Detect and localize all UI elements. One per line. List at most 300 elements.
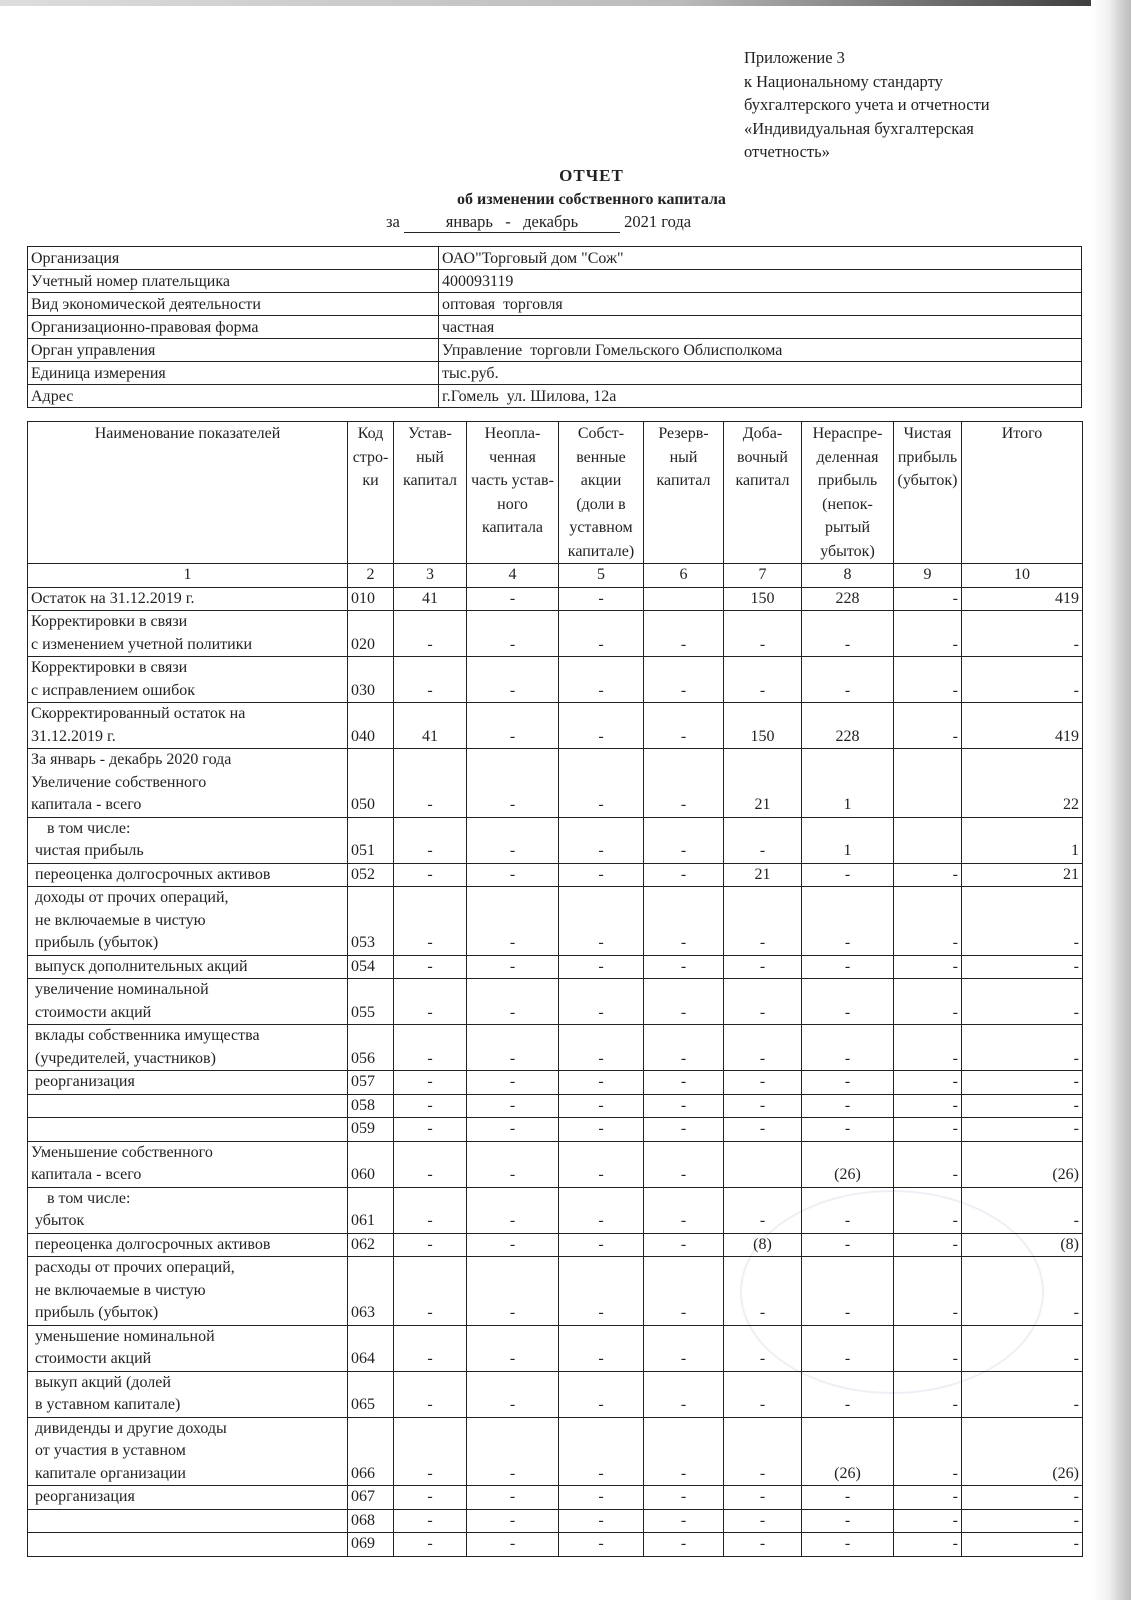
row-name: Корректировки в связи с исправлением ошибок [28, 657, 348, 703]
cell-value: - [467, 887, 559, 956]
cell-value: - [467, 1118, 559, 1142]
row-code: 051 [348, 817, 394, 863]
cell-value: - [802, 1486, 894, 1510]
cell-value: - [894, 1094, 962, 1118]
cell-value: - [559, 749, 644, 818]
info-row [28, 293, 1082, 316]
cell-value: - [559, 1417, 644, 1486]
column-header: Нераспре- деленная прибыль (непок- рытый убыток) [802, 422, 894, 564]
row-name: выпуск дополнительных акций [28, 955, 348, 979]
table-row [28, 1118, 1083, 1142]
table-row [28, 1025, 1083, 1071]
cell-value: - [394, 887, 467, 956]
cell-value: - [394, 955, 467, 979]
cell-value: - [894, 863, 962, 887]
column-header: Итого [962, 422, 1083, 564]
column-number: 5 [559, 564, 644, 588]
cell-value: - [467, 1025, 559, 1071]
cell-value: 228 [802, 703, 894, 749]
column-header: Собст- венные акции (доли в уставном капитале) [559, 422, 644, 564]
cell-value: - [559, 1257, 644, 1326]
column-number: 6 [644, 564, 724, 588]
cell-value: - [644, 1257, 724, 1326]
cell-value: 1 [962, 817, 1083, 863]
organization-info-table [27, 246, 1082, 408]
cell-value: - [802, 1325, 894, 1371]
cell-value: - [467, 703, 559, 749]
info-value: оптовая торговля [439, 293, 1082, 316]
info-value: частная [439, 316, 1082, 339]
info-label: Адрес [28, 385, 439, 408]
period-year: 2021 года [624, 212, 692, 231]
row-code: 062 [348, 1233, 394, 1257]
table-row [28, 1094, 1083, 1118]
cell-value [724, 1141, 802, 1187]
row-name: За январь - декабрь 2020 года Увеличение собственного капитала - всего [28, 749, 348, 818]
table-row [28, 1233, 1083, 1257]
cell-value: - [894, 1371, 962, 1417]
column-number: 9 [894, 564, 962, 588]
cell-value [894, 749, 962, 818]
table-row [28, 1417, 1083, 1486]
row-name: в том числе: убыток [28, 1187, 348, 1233]
cell-value: - [467, 1094, 559, 1118]
cell-value: - [724, 1071, 802, 1095]
cell-value: - [644, 1509, 724, 1533]
cell-value: - [894, 1257, 962, 1326]
column-header: Неопла- ченная часть устав- ного капитала [467, 422, 559, 564]
cell-value: - [894, 1118, 962, 1142]
cell-value: 150 [724, 703, 802, 749]
cell-value: - [394, 1509, 467, 1533]
cell-value: - [559, 611, 644, 657]
row-code: 052 [348, 863, 394, 887]
column-number: 7 [724, 564, 802, 588]
cell-value: - [962, 1325, 1083, 1371]
info-value: тыс.руб. [439, 362, 1082, 385]
cell-value: - [644, 1025, 724, 1071]
row-name: увеличение номинальной стоимости акций [28, 979, 348, 1025]
cell-value: - [962, 1094, 1083, 1118]
cell-value: - [559, 1371, 644, 1417]
cell-value: - [644, 887, 724, 956]
cell-value: - [802, 1071, 894, 1095]
row-code: 056 [348, 1025, 394, 1071]
info-label: Вид экономической деятельности [28, 293, 439, 316]
row-code: 068 [348, 1509, 394, 1533]
cell-value: - [467, 1533, 559, 1557]
table-row [28, 887, 1083, 956]
cell-value: - [802, 955, 894, 979]
cell-value: - [559, 955, 644, 979]
cell-value: - [467, 979, 559, 1025]
cell-value: - [962, 1025, 1083, 1071]
cell-value: 150 [724, 587, 802, 611]
cell-value: - [394, 1533, 467, 1557]
cell-value: - [962, 1071, 1083, 1095]
cell-value: - [394, 1118, 467, 1142]
info-label: Единица измерения [28, 362, 439, 385]
table-row [28, 1257, 1083, 1326]
cell-value: - [644, 703, 724, 749]
cell-value: (26) [962, 1141, 1083, 1187]
cell-value: - [802, 1118, 894, 1142]
cell-value: - [894, 887, 962, 956]
cell-value: 419 [962, 703, 1083, 749]
row-code: 066 [348, 1417, 394, 1486]
cell-value: - [894, 1509, 962, 1533]
cell-value: - [559, 817, 644, 863]
cell-value: - [802, 979, 894, 1025]
report-period [386, 212, 691, 233]
cell-value: - [644, 1141, 724, 1187]
cell-value: - [962, 955, 1083, 979]
cell-value: - [467, 1233, 559, 1257]
cell-value: - [394, 611, 467, 657]
column-number: 4 [467, 564, 559, 588]
cell-value: - [394, 1071, 467, 1095]
cell-value: - [802, 1509, 894, 1533]
cell-value: - [644, 657, 724, 703]
cell-value: 41 [394, 703, 467, 749]
cell-value: - [559, 1118, 644, 1142]
cell-value: - [962, 887, 1083, 956]
cell-value: - [724, 979, 802, 1025]
cell-value: - [962, 611, 1083, 657]
cell-value: - [559, 887, 644, 956]
cell-value: - [724, 1025, 802, 1071]
report-subtitle: об изменении собственного капитала [457, 191, 726, 208]
row-name: расходы от прочих операций, не включаемые в чистую прибыль (убыток) [28, 1257, 348, 1326]
cell-value: - [724, 657, 802, 703]
cell-value: - [724, 1486, 802, 1510]
cell-value: - [894, 1533, 962, 1557]
table-row [28, 1187, 1083, 1233]
cell-value: - [394, 1141, 467, 1187]
cell-value: - [724, 1533, 802, 1557]
row-code: 059 [348, 1118, 394, 1142]
cell-value: - [559, 863, 644, 887]
table-row [28, 749, 1083, 818]
cell-value: - [394, 1371, 467, 1417]
cell-value: - [802, 1371, 894, 1417]
row-code: 063 [348, 1257, 394, 1326]
scan-top-edge [0, 0, 1131, 6]
row-code: 054 [348, 955, 394, 979]
cell-value: - [644, 817, 724, 863]
cell-value: - [644, 1486, 724, 1510]
cell-value: - [467, 1187, 559, 1233]
column-header: Наименование показателей [28, 422, 348, 564]
cell-value: - [467, 1417, 559, 1486]
row-code: 057 [348, 1071, 394, 1095]
table-row [28, 817, 1083, 863]
row-code: 061 [348, 1187, 394, 1233]
row-name: переоценка долгосрочных активов [28, 1233, 348, 1257]
cell-value: - [394, 979, 467, 1025]
row-name [28, 1094, 348, 1118]
cell-value: - [559, 1094, 644, 1118]
cell-value: - [394, 817, 467, 863]
cell-value: - [802, 1187, 894, 1233]
cell-value: - [467, 863, 559, 887]
info-label: Орган управления [28, 339, 439, 362]
cell-value: - [644, 1417, 724, 1486]
cell-value: 419 [962, 587, 1083, 611]
appendix-line: бухгалтерского учета и отчетности [744, 95, 990, 114]
column-header: Доба- вочный капитал [724, 422, 802, 564]
cell-value: (26) [802, 1417, 894, 1486]
info-row [28, 339, 1082, 362]
cell-value: - [894, 1141, 962, 1187]
cell-value: - [394, 1325, 467, 1371]
cell-value: - [724, 1509, 802, 1533]
cell-value: - [559, 1141, 644, 1187]
cell-value: - [724, 955, 802, 979]
scan-right-edge [1091, 0, 1131, 1600]
cell-value: - [894, 979, 962, 1025]
column-header: Устав- ный капитал [394, 422, 467, 564]
row-code: 064 [348, 1325, 394, 1371]
cell-value: (8) [962, 1233, 1083, 1257]
info-value: Управление торговли Гомельского Облисполкома [439, 339, 1082, 362]
row-name [28, 1533, 348, 1557]
cell-value [894, 817, 962, 863]
table-row [28, 1371, 1083, 1417]
cell-value: - [894, 587, 962, 611]
row-name: Корректировки в связи с изменением учетной политики [28, 611, 348, 657]
row-code: 053 [348, 887, 394, 956]
column-header: Резерв- ный капитал [644, 422, 724, 564]
cell-value: - [894, 1325, 962, 1371]
cell-value: - [962, 1118, 1083, 1142]
info-label: Организационно-правовая форма [28, 316, 439, 339]
column-number: 3 [394, 564, 467, 588]
table-row [28, 863, 1083, 887]
period-prefix: за [386, 212, 400, 231]
cell-value: - [394, 1233, 467, 1257]
cell-value: - [559, 979, 644, 1025]
cell-value: - [802, 657, 894, 703]
table-row [28, 1533, 1083, 1557]
cell-value: - [467, 1509, 559, 1533]
row-name: вклады собственника имущества (учредителей, участников) [28, 1025, 348, 1071]
cell-value: - [894, 1025, 962, 1071]
cell-value: - [724, 887, 802, 956]
cell-value: - [894, 1233, 962, 1257]
info-row [28, 385, 1082, 408]
cell-value: - [802, 1257, 894, 1326]
cell-value: - [559, 1071, 644, 1095]
cell-value: - [802, 1025, 894, 1071]
table-row [28, 955, 1083, 979]
info-label: Организация [28, 247, 439, 270]
cell-value: - [394, 1486, 467, 1510]
row-code: 067 [348, 1486, 394, 1510]
column-number: 2 [348, 564, 394, 588]
appendix-note [744, 46, 990, 164]
period-value: январь - декабрь [404, 212, 620, 233]
table-row [28, 587, 1083, 611]
cell-value: - [894, 1071, 962, 1095]
row-code: 010 [348, 587, 394, 611]
column-header: Код стро- ки [348, 422, 394, 564]
cell-value: - [394, 657, 467, 703]
column-number-row [28, 564, 1083, 588]
cell-value: - [467, 1371, 559, 1417]
cell-value: 1 [802, 817, 894, 863]
row-name: переоценка долгосрочных активов [28, 863, 348, 887]
row-code: 050 [348, 749, 394, 818]
cell-value: - [724, 1094, 802, 1118]
cell-value: - [467, 611, 559, 657]
row-name [28, 1509, 348, 1533]
cell-value: - [962, 1509, 1083, 1533]
cell-value: 22 [962, 749, 1083, 818]
equity-changes-table [27, 421, 1083, 1557]
cell-value: - [962, 1371, 1083, 1417]
cell-value: - [559, 1486, 644, 1510]
row-name: доходы от прочих операций, не включаемые в чистую прибыль (убыток) [28, 887, 348, 956]
cell-value: - [724, 1325, 802, 1371]
cell-value: - [394, 1094, 467, 1118]
cell-value: - [894, 611, 962, 657]
cell-value: - [962, 1257, 1083, 1326]
cell-value: - [394, 1025, 467, 1071]
table-row [28, 703, 1083, 749]
cell-value: - [644, 979, 724, 1025]
info-row [28, 247, 1082, 270]
cell-value: 1 [802, 749, 894, 818]
cell-value: - [894, 1417, 962, 1486]
cell-value: (8) [724, 1233, 802, 1257]
cell-value: (26) [802, 1141, 894, 1187]
cell-value: - [467, 749, 559, 818]
cell-value: - [802, 1094, 894, 1118]
cell-value: - [962, 1533, 1083, 1557]
appendix-line: отчетность» [744, 142, 830, 161]
cell-value: - [962, 1486, 1083, 1510]
row-code: 060 [348, 1141, 394, 1187]
cell-value: - [394, 749, 467, 818]
row-name: выкуп акций (долей в уставном капитале) [28, 1371, 348, 1417]
cell-value: - [724, 1187, 802, 1233]
column-header: Чистая прибыль (убыток) [894, 422, 962, 564]
cell-value: - [802, 863, 894, 887]
cell-value: - [467, 817, 559, 863]
cell-value: - [644, 749, 724, 818]
cell-value: - [724, 1371, 802, 1417]
appendix-line: Приложение 3 [744, 48, 845, 67]
cell-value: - [644, 1118, 724, 1142]
appendix-line: к Национальному стандарту [744, 71, 943, 91]
cell-value: - [559, 1325, 644, 1371]
cell-value: - [644, 955, 724, 979]
cell-value: - [802, 1233, 894, 1257]
cell-value: - [467, 955, 559, 979]
table-row [28, 1325, 1083, 1371]
cell-value: - [802, 1533, 894, 1557]
row-code: 065 [348, 1371, 394, 1417]
cell-value: - [467, 1325, 559, 1371]
cell-value: - [644, 1094, 724, 1118]
row-name: Уменьшение собственного капитала - всего [28, 1141, 348, 1187]
cell-value: - [724, 611, 802, 657]
cell-value: - [559, 657, 644, 703]
row-name [28, 1118, 348, 1142]
cell-value: 21 [724, 749, 802, 818]
cell-value: - [894, 955, 962, 979]
row-code: 030 [348, 657, 394, 703]
cell-value: - [394, 1187, 467, 1233]
row-name: Остаток на 31.12.2019 г. [28, 587, 348, 611]
cell-value: - [467, 657, 559, 703]
cell-value: - [467, 1141, 559, 1187]
cell-value: - [467, 1071, 559, 1095]
row-code: 058 [348, 1094, 394, 1118]
row-name: Скорректированный остаток на 31.12.2019 г. [28, 703, 348, 749]
cell-value: - [894, 1486, 962, 1510]
appendix-line: «Индивидуальная бухгалтерская [744, 118, 974, 138]
header-row [28, 422, 1083, 564]
cell-value: 21 [962, 863, 1083, 887]
cell-value: - [724, 1257, 802, 1326]
info-value: ОАО"Торговый дом "Сож" [439, 247, 1082, 270]
cell-value: - [394, 1417, 467, 1486]
column-number: 10 [962, 564, 1083, 588]
cell-value: - [962, 979, 1083, 1025]
cell-value: - [644, 1371, 724, 1417]
row-code: 069 [348, 1533, 394, 1557]
row-name: в том числе: чистая прибыль [28, 817, 348, 863]
info-label: Учетный номер плательщика [28, 270, 439, 293]
cell-value: - [559, 1233, 644, 1257]
cell-value: - [559, 1533, 644, 1557]
cell-value: - [644, 611, 724, 657]
info-row [28, 270, 1082, 293]
cell-value: - [559, 703, 644, 749]
cell-value: - [724, 1118, 802, 1142]
cell-value: - [644, 1187, 724, 1233]
cell-value: - [724, 1417, 802, 1486]
cell-value: - [394, 863, 467, 887]
cell-value: - [644, 1071, 724, 1095]
table-row [28, 1071, 1083, 1095]
table-row [28, 979, 1083, 1025]
info-row [28, 362, 1082, 385]
cell-value: - [394, 1257, 467, 1326]
report-title: ОТЧЕТ [559, 166, 624, 185]
row-name: реорганизация [28, 1486, 348, 1510]
cell-value: - [894, 703, 962, 749]
cell-value: - [894, 657, 962, 703]
info-row [28, 316, 1082, 339]
cell-value: - [467, 1257, 559, 1326]
cell-value: 21 [724, 863, 802, 887]
cell-value: - [467, 587, 559, 611]
column-number: 1 [28, 564, 348, 588]
table-row [28, 1141, 1083, 1187]
cell-value: - [559, 1509, 644, 1533]
cell-value: - [644, 1325, 724, 1371]
cell-value: - [894, 1187, 962, 1233]
cell-value: 41 [394, 587, 467, 611]
table-row [28, 657, 1083, 703]
cell-value: - [644, 1233, 724, 1257]
cell-value: - [644, 863, 724, 887]
cell-value: - [802, 887, 894, 956]
cell-value: - [644, 1533, 724, 1557]
